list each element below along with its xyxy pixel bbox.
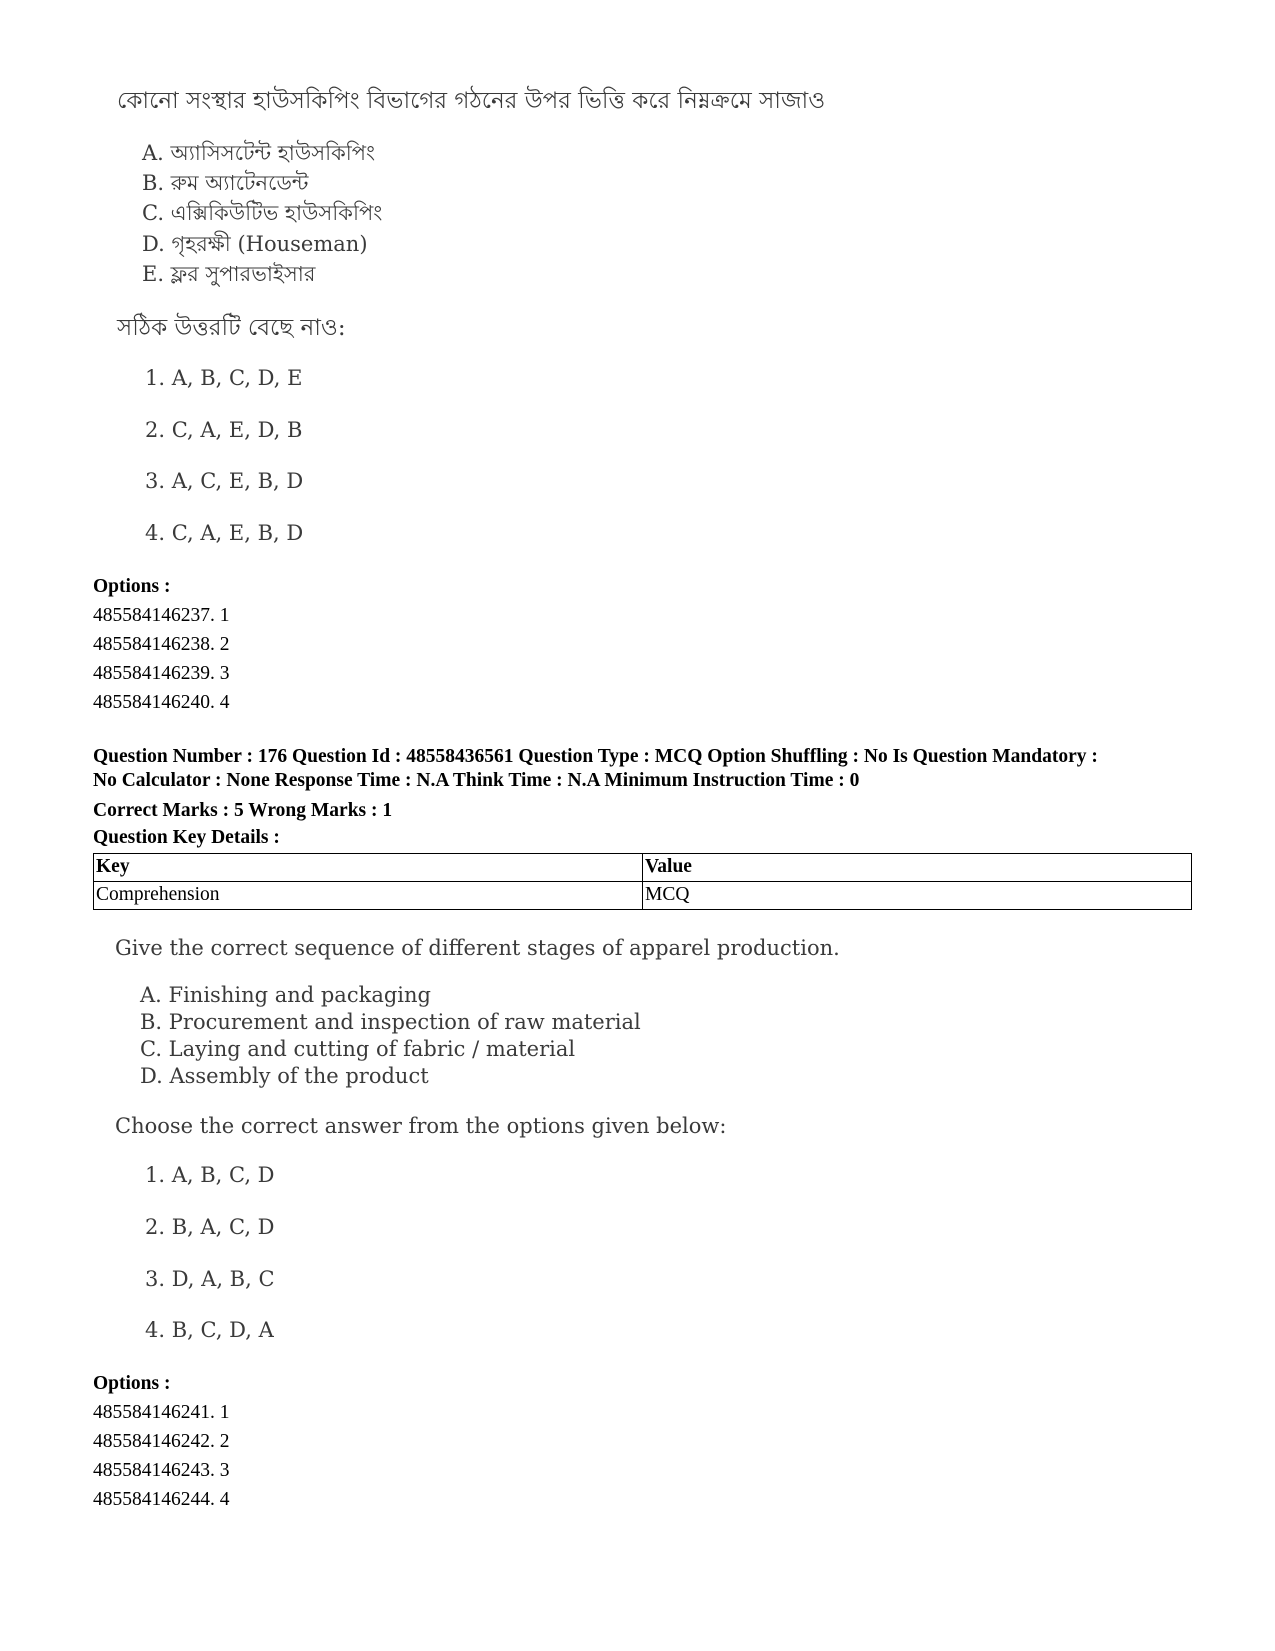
q176-option-1: 485584146241. 1 bbox=[93, 1402, 230, 1423]
q176-stem: Give the correct sequence of different stages of apparel production. bbox=[115, 936, 840, 960]
q176-options-heading: Options : bbox=[93, 1373, 171, 1394]
q176-metadata bbox=[93, 745, 1098, 793]
q176-meta-line1: Question Number : 176 Question Id : 48558436561 Question Type : MCQ Option Shuffling : No Is Question Mandatory : bbox=[93, 746, 1098, 767]
key-table-cell-key: Comprehension bbox=[94, 882, 643, 910]
q176-statement-a: A. Finishing and packaging bbox=[140, 983, 431, 1007]
q176-option-4: 485584146244. 4 bbox=[93, 1489, 230, 1510]
q175-option-3: 485584146239. 3 bbox=[93, 663, 230, 684]
key-table-header-row bbox=[94, 854, 1192, 882]
q175-option-2: 485584146238. 2 bbox=[93, 634, 230, 655]
q176-options bbox=[93, 1369, 230, 1514]
q176-instruction: Choose the correct answer from the options given below: bbox=[115, 1114, 727, 1138]
q175-statement-a: A. অ্যাসিসটেন্ট হাউসকিপিং bbox=[142, 141, 376, 165]
q176-statement-b: B. Procurement and inspection of raw material bbox=[140, 1010, 641, 1034]
q176-answer-4: 4. B, C, D, A bbox=[145, 1318, 274, 1342]
q175-answer-1: 1. A, B, C, D, E bbox=[145, 366, 303, 390]
q176-option-3: 485584146243. 3 bbox=[93, 1460, 230, 1481]
q175-statement-e: E. ফ্লর সুপারভাইসার bbox=[142, 262, 316, 286]
q176-answer-2: 2. B, A, C, D bbox=[145, 1215, 275, 1239]
key-table-row bbox=[94, 882, 1192, 910]
q175-option-1: 485584146237. 1 bbox=[93, 605, 230, 626]
q175-answer-3: 3. A, C, E, B, D bbox=[145, 469, 304, 493]
key-table-cell-value: MCQ bbox=[643, 882, 1192, 910]
key-table-header-key: Key bbox=[94, 854, 643, 882]
key-table-header-value: Value bbox=[643, 854, 1192, 882]
q175-instruction: সঠিক উত্তরটি বেছে নাও: bbox=[117, 315, 346, 341]
q176-marks: Correct Marks : 5 Wrong Marks : 1 bbox=[93, 800, 393, 821]
q175-statement-b: B. রুম অ্যাটেনডেন্ট bbox=[142, 171, 309, 195]
q175-answer-2: 2. C, A, E, D, B bbox=[145, 418, 303, 442]
q175-statement-c: C. এক্সিকিউটিভ হাউসকিপিং bbox=[142, 201, 383, 225]
q176-answer-1: 1. A, B, C, D bbox=[145, 1163, 275, 1187]
q176-option-2: 485584146242. 2 bbox=[93, 1431, 230, 1452]
q175-options-heading: Options : bbox=[93, 576, 171, 597]
q175-statement-d: D. গৃহরক্ষী (Houseman) bbox=[142, 232, 368, 256]
q176-meta-line2: No Calculator : None Response Time : N.A Think Time : N.A Minimum Instruction Time : 0 bbox=[93, 770, 860, 791]
q176-statement-d: D. Assembly of the product bbox=[140, 1064, 429, 1088]
q176-answer-3: 3. D, A, B, C bbox=[145, 1267, 275, 1291]
q175-stem: কোনো সংস্থার হাউসকিপিং বিভাগের গঠনের উপর ভিত্তি করে নিম্নক্রমে সাজাও bbox=[117, 88, 826, 114]
q176-statement-c: C. Laying and cutting of fabric / material bbox=[140, 1037, 576, 1061]
q175-options bbox=[93, 572, 230, 717]
q175-option-4: 485584146240. 4 bbox=[93, 692, 230, 713]
q176-key-table bbox=[93, 853, 1192, 910]
q175-answer-4: 4. C, A, E, B, D bbox=[145, 521, 304, 545]
q176-key-details-heading: Question Key Details : bbox=[93, 827, 280, 848]
